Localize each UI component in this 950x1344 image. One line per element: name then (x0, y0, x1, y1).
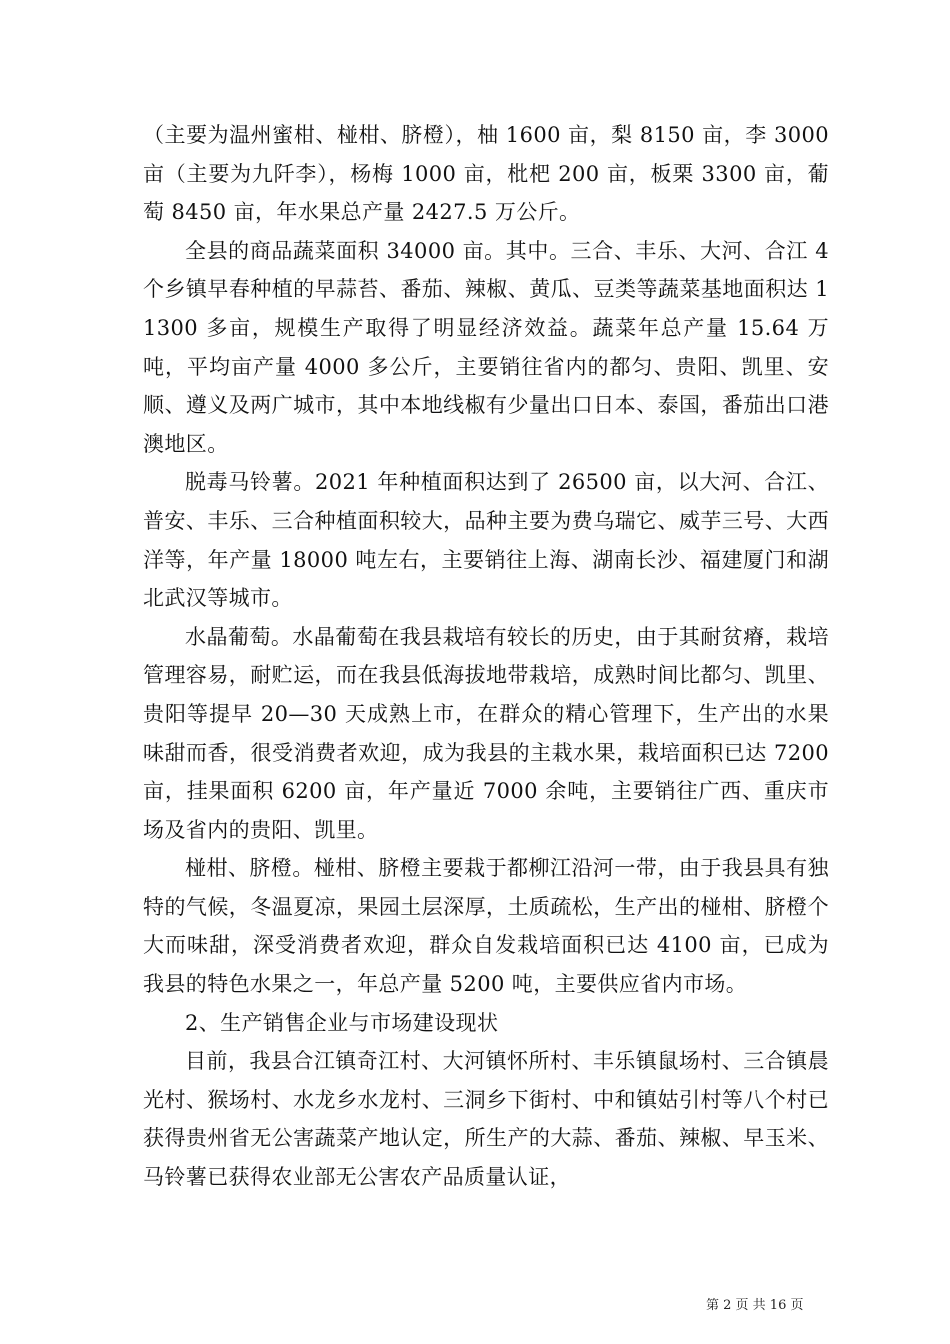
paragraph-6: 目前，我县合江镇奇江村、大河镇怀所村、丰乐镇鼠场村、三合镇晨光村、猴场村、水龙乡水龙村、三洞乡下街村、中和镇姑引村等八个村已获得贵州省无公害蔬菜产地认定，所生产的大蒜、番茄、辣椒、早玉米、马铃薯已获得农业部无公害农产品质量认证， (143, 1049, 829, 1190)
paragraph-5: 椪柑、脐橙。椪柑、脐橙主要栽于都柳江沿河一带，由于我县具有独特的气候，冬温夏凉，果园土层深厚，土质疏松，生产出的椪柑、脐橙个大而味甜，深受消费者欢迎，群众自发栽培面积已达 4100 亩，已成为我县的特色水果之一，年总产量 5200 吨，主要供应省内市场。 (143, 856, 829, 997)
document-body (143, 116, 829, 1197)
paragraph-4: 水晶葡萄。水晶葡萄在我县栽培有较长的历史，由于其耐贫瘠，栽培管理容易，耐贮运，而在我县低海拔地带栽培，成熟时间比都匀、凯里、贵阳等提早 20—30 天成熟上市，在群众的精心管理下，生产出的水果味甜而香，很受消费者欢迎，成为我县的主栽水果，栽培面积已达 7200 亩，挂果面积 6200 亩，年产量近 7000 余吨，主要销往广西、重庆市场及省内的贵阳、凯里。 (143, 624, 829, 842)
paragraph-2: 全县的商品蔬菜面积 34000 亩。其中。三合、丰乐、大河、合江 4 个乡镇早春种植的早蒜苔、番茄、辣椒、黄瓜、豆类等蔬菜基地面积达 11300 多亩，规模生产取得了明显经济效益。蔬菜年总产量 15.64 万吨，平均亩产量 4000 多公斤，主要销往省内的都匀、贵阳、凯里、安顺、遵义及两广城市，其中本地线椒有少量出口日本、泰国，番茄出口港澳地区。 (143, 238, 829, 456)
section-heading: 2、生产销售企业与市场建设现状 (185, 1010, 499, 1035)
page-number: 第 2 页 共 16 页 (706, 1298, 804, 1313)
paragraph-1: （主要为温州蜜柑、椪柑、脐橙），柚 1600 亩，梨 8150 亩，李 3000 亩（主要为九阡李），杨梅 1000 亩，枇杷 200 亩，板栗 3300 亩，葡萄 8450 亩，年水果总产量 2427.5 万公斤。 (143, 123, 829, 225)
paragraph-3: 脱毒马铃薯。2021 年种植面积达到了 26500 亩，以大河、合江、普安、丰乐、三合种植面积较大，品种主要为费乌瑞它、威芋三号、大西洋等，年产量 18000 吨左右，主要销往上海、湖南长沙、福建厦门和湖北武汉等城市。 (143, 470, 829, 611)
